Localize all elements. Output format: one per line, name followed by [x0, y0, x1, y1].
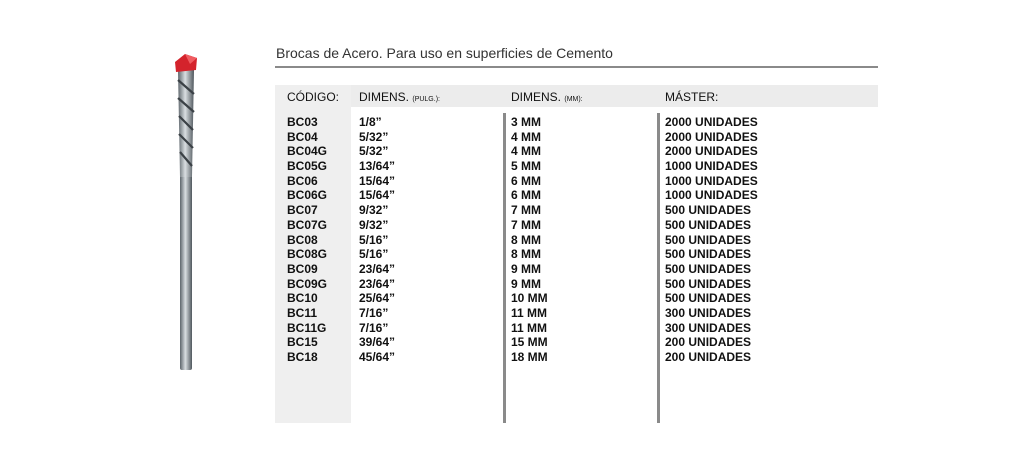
header-codigo: CÓDIGO:	[287, 90, 340, 104]
header-dimens-mm	[511, 90, 583, 104]
cell-codigo: BC04G	[287, 144, 328, 159]
cell-dimens-mm: 3 MM	[511, 115, 541, 129]
cell-dimens-mm: 9 MM	[511, 276, 541, 291]
cell-dimens-mm: 5 MM	[511, 159, 541, 174]
cell-dimens-mm: 18 MM	[511, 350, 548, 364]
cell-master: 500 UNIDADES	[665, 291, 752, 306]
cell-dimens-pulg: 5/32”	[359, 129, 389, 144]
cell-codigo: BC08	[287, 232, 318, 247]
cell-dimens-pulg: 15/64”	[359, 188, 396, 203]
cell-dimens-mm: 6 MM	[511, 188, 541, 203]
cell-dimens-mm: 7 MM	[511, 217, 541, 232]
cell-codigo: BC07	[287, 203, 318, 218]
cell-dimens-pulg: 39/64”	[359, 335, 396, 350]
cell-codigo: BC09G	[287, 276, 328, 291]
dimens-mm-column	[511, 115, 548, 365]
cell-dimens-mm: 10 MM	[511, 291, 548, 306]
cell-codigo: BC18	[287, 350, 318, 364]
cell-dimens-pulg: 5/16”	[359, 247, 389, 262]
cell-codigo: BC06	[287, 173, 318, 188]
cell-codigo: BC04	[287, 129, 318, 144]
cell-dimens-mm: 4 MM	[511, 129, 541, 144]
cell-dimens-pulg: 7/16”	[359, 320, 389, 335]
cell-dimens-mm: 8 MM	[511, 232, 541, 247]
specs-table	[275, 85, 878, 423]
cell-master: 500 UNIDADES	[665, 232, 752, 247]
cell-dimens-mm: 15 MM	[511, 335, 548, 350]
drill-bit-image	[170, 52, 200, 372]
header-master: MÁSTER:	[665, 90, 719, 104]
cell-dimens-pulg: 5/16”	[359, 232, 389, 247]
cell-master: 500 UNIDADES	[665, 261, 752, 276]
cell-master: 2000 UNIDADES	[665, 129, 758, 144]
cell-codigo: BC08G	[287, 247, 328, 262]
cell-master: 2000 UNIDADES	[665, 144, 758, 159]
cell-master: 500 UNIDADES	[665, 203, 752, 218]
cell-master: 2000 UNIDADES	[665, 115, 758, 129]
cell-codigo: BC11	[287, 305, 318, 320]
cell-dimens-pulg: 1/8”	[359, 115, 382, 129]
cell-codigo: BC09	[287, 261, 318, 276]
cell-master: 500 UNIDADES	[665, 217, 752, 232]
cell-master: 300 UNIDADES	[665, 320, 752, 335]
cell-master: 1000 UNIDADES	[665, 173, 758, 188]
cell-dimens-pulg: 9/32”	[359, 203, 389, 218]
cell-dimens-pulg: 45/64”	[359, 350, 396, 364]
cell-master: 500 UNIDADES	[665, 276, 752, 291]
header-dimens-mm-label: DIMENS.	[511, 90, 562, 104]
column-separator-master	[657, 113, 660, 423]
cell-master: 300 UNIDADES	[665, 305, 752, 320]
cell-dimens-pulg: 5/32”	[359, 144, 389, 159]
cell-master: 200 UNIDADES	[665, 335, 752, 350]
cell-dimens-mm: 4 MM	[511, 144, 541, 159]
cell-codigo: BC06G	[287, 188, 328, 203]
cell-dimens-pulg: 23/64”	[359, 261, 396, 276]
cell-master: 500 UNIDADES	[665, 247, 752, 262]
cell-dimens-pulg: 25/64”	[359, 291, 396, 306]
cell-codigo: BC10	[287, 291, 318, 306]
header-dimens-pulg-label: DIMENS.	[359, 90, 410, 104]
cell-codigo: BC03	[287, 115, 318, 129]
cell-dimens-mm: 7 MM	[511, 203, 541, 218]
cell-dimens-mm: 11 MM	[511, 320, 548, 335]
header-dimens-pulg	[359, 90, 440, 104]
cell-dimens-pulg: 23/64”	[359, 276, 396, 291]
header-dimens-pulg-unit: (PULG.):	[412, 96, 440, 103]
codigo-column	[287, 115, 327, 365]
header-dimens-mm-unit: (MM):	[564, 96, 583, 103]
cell-dimens-pulg: 15/64”	[359, 173, 396, 188]
cell-master: 200 UNIDADES	[665, 350, 752, 364]
cell-dimens-mm: 9 MM	[511, 261, 541, 276]
product-title: Brocas de Acero. Para uso en superficies de Cemento	[276, 45, 613, 61]
cell-dimens-pulg: 13/64”	[359, 159, 396, 174]
cell-dimens-pulg: 7/16”	[359, 305, 389, 320]
cell-codigo: BC11G	[287, 320, 327, 335]
cell-codigo: BC15	[287, 335, 318, 350]
master-column	[665, 115, 758, 365]
cell-dimens-mm: 8 MM	[511, 247, 541, 262]
dimens-pulg-column	[359, 115, 395, 365]
cell-dimens-pulg: 9/32”	[359, 217, 389, 232]
cell-master: 1000 UNIDADES	[665, 188, 758, 203]
column-separator-mm	[503, 113, 506, 423]
cell-codigo: BC07G	[287, 217, 328, 232]
title-divider	[275, 66, 878, 68]
cell-dimens-mm: 11 MM	[511, 305, 548, 320]
cell-codigo: BC05G	[287, 159, 328, 174]
cell-dimens-mm: 6 MM	[511, 173, 541, 188]
cell-master: 1000 UNIDADES	[665, 159, 758, 174]
